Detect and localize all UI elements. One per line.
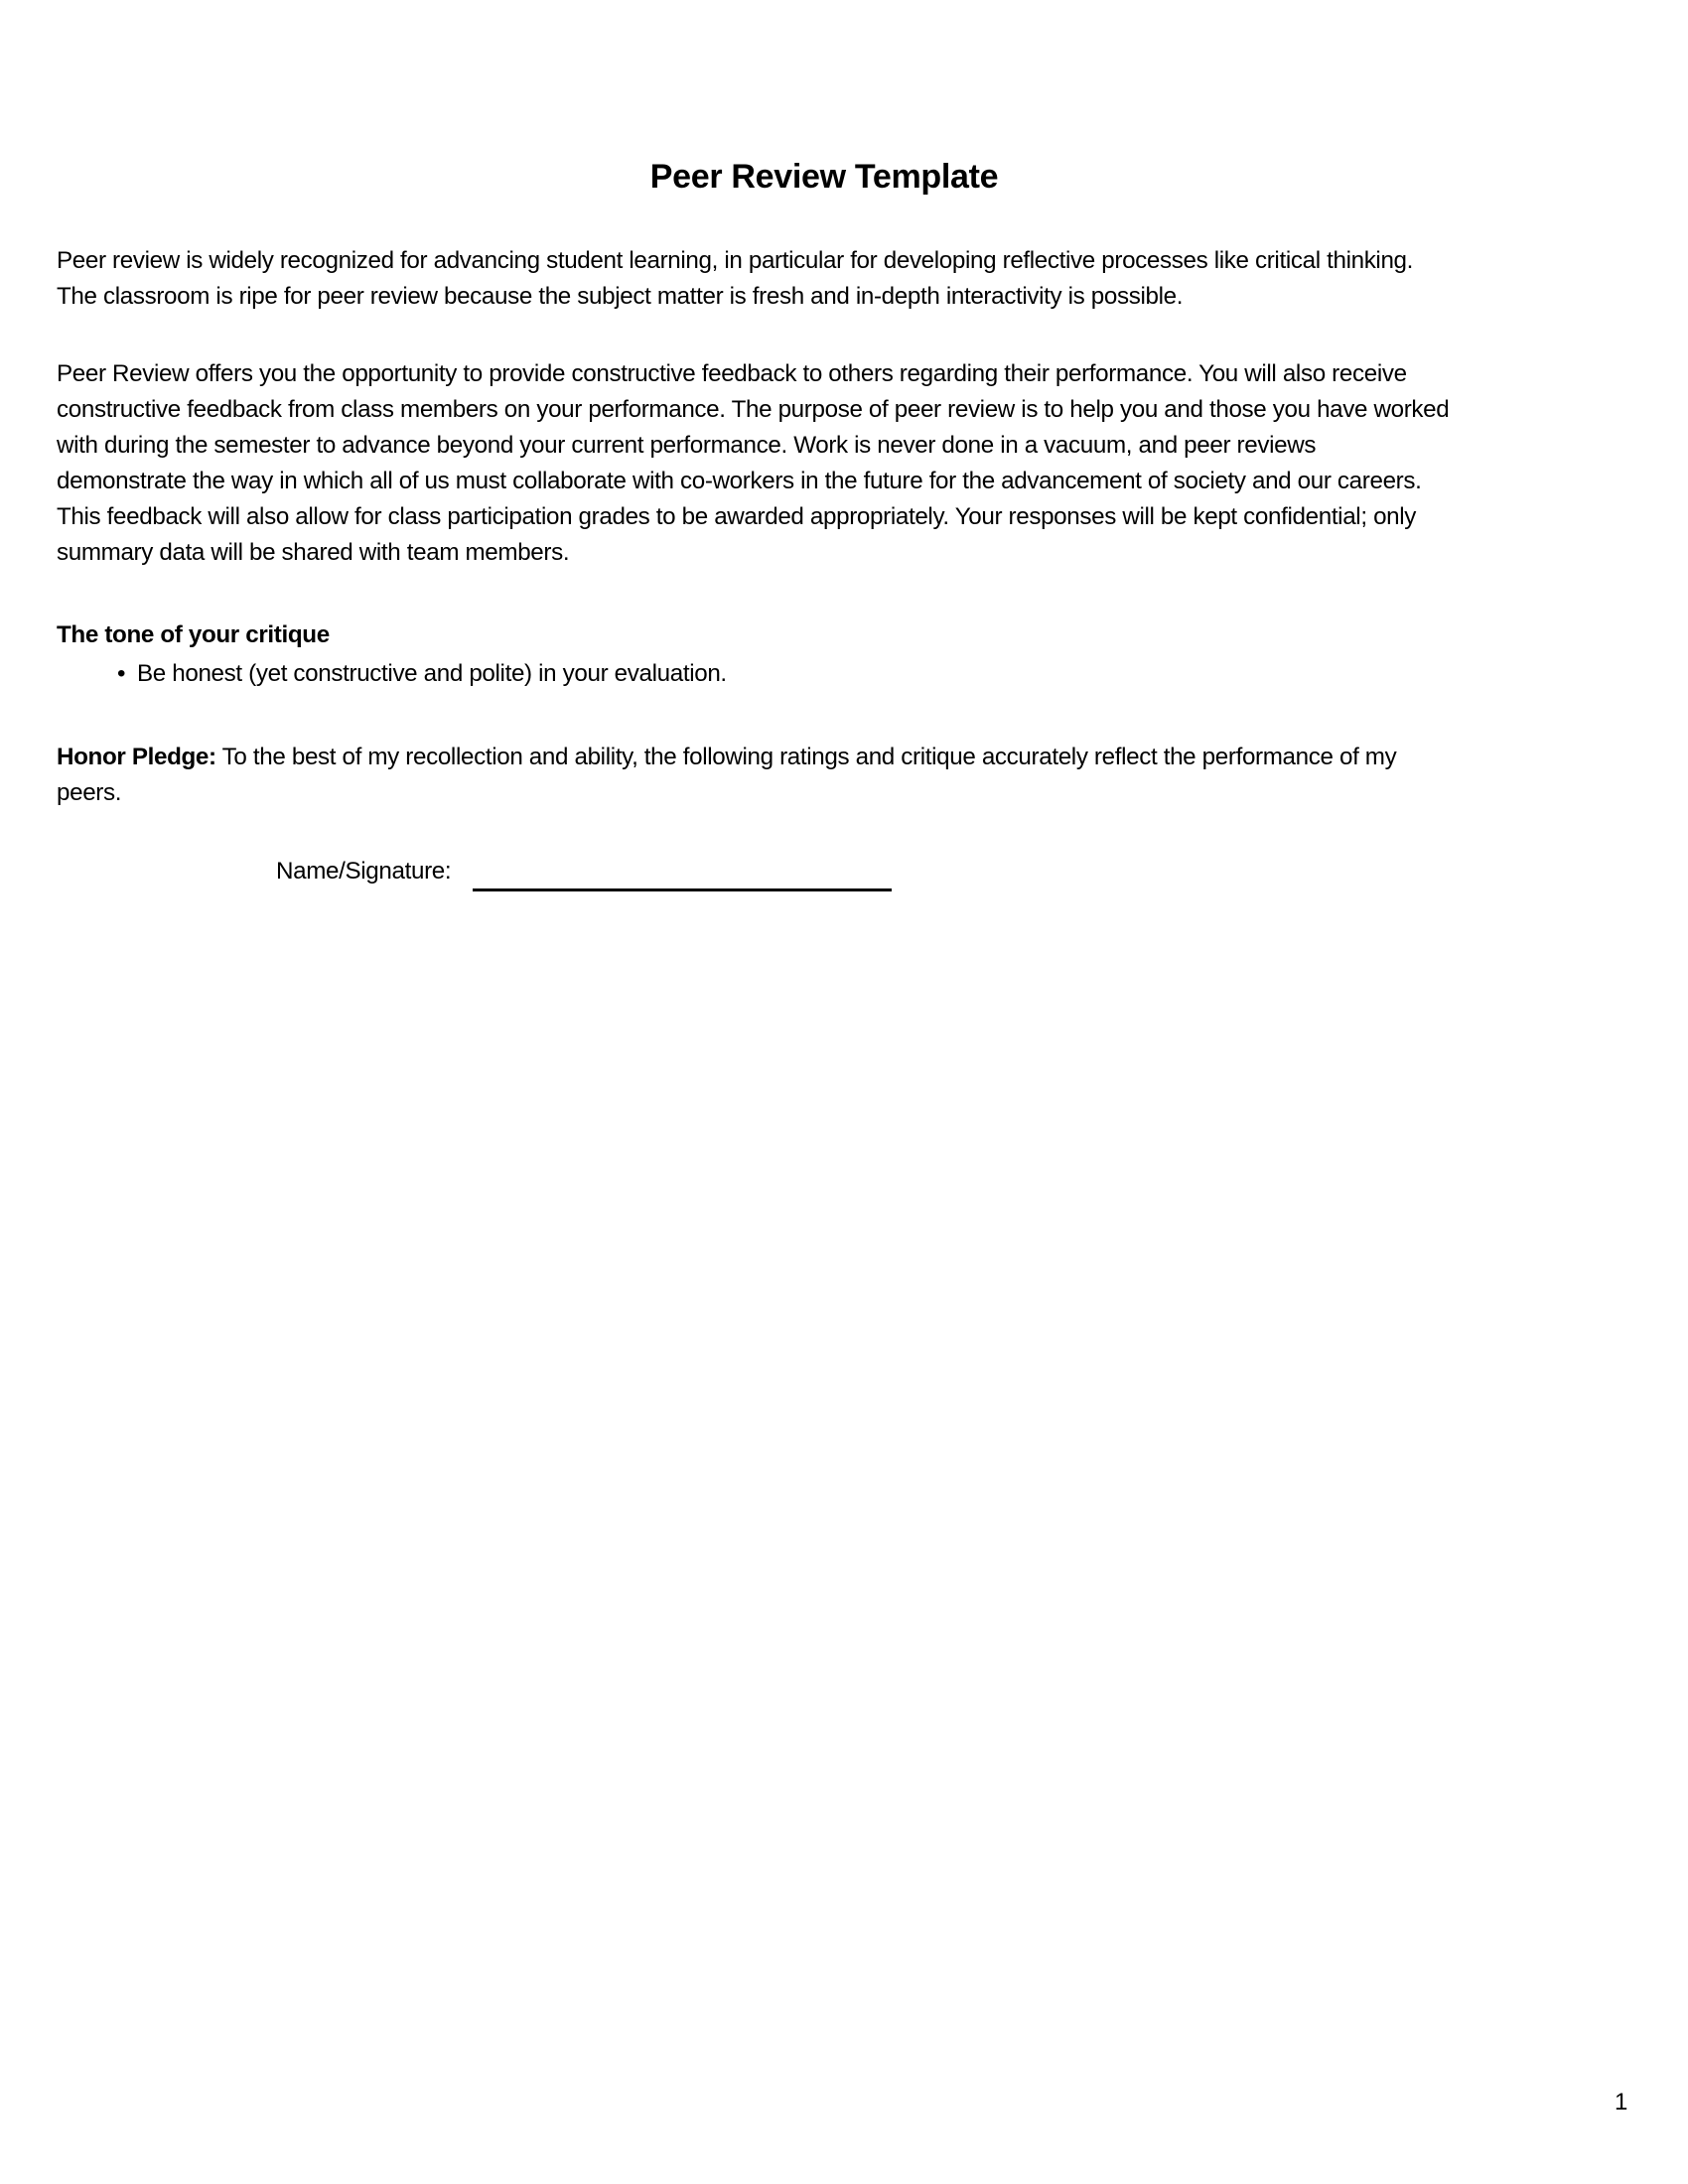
intro-line-2: The classroom is ripe for peer review because the subject matter is fresh and in-depth interactivity is possible. [57, 283, 1184, 310]
purpose-line-2: constructive feedback from class members on your performance. The purpose of peer review is to help you and those you have worked [57, 396, 1450, 423]
purpose-line-5: This feedback will also allow for class participation grades to be awarded appropriately. Your responses will be kept confidential; only [57, 503, 1417, 530]
tone-heading: The tone of your critique [57, 621, 330, 648]
bullet-list-item [117, 656, 727, 692]
purpose-line-4: demonstrate the way in which all of us must collaborate with co-workers in the future for the advancement of society and our careers. [57, 468, 1422, 494]
signature-field[interactable] [473, 888, 892, 891]
signature-label: Name/Signature: [276, 858, 452, 885]
purpose-line-6: summary data will be shared with team members. [57, 539, 570, 566]
purpose-line-3: with during the semester to advance beyond your current performance. Work is never done in a vacuum, and peer reviews [57, 432, 1317, 459]
honor-pledge-line-2: peers. [57, 779, 122, 806]
page-number: 1 [1615, 2089, 1628, 2116]
honor-pledge-line-1 [57, 740, 1396, 775]
page-title: Peer Review Template [649, 158, 999, 196]
intro-line-1: Peer review is widely recognized for advancing student learning, in particular for developing reflective processes like critical thinking. [57, 247, 1414, 274]
honor-pledge-label: Honor Pledge: [57, 744, 216, 770]
bullet-icon: • [117, 660, 126, 687]
bullet-text: Be honest (yet constructive and polite) in your evaluation. [137, 660, 727, 687]
honor-pledge-text: To the best of my recollection and ability, the following ratings and critique accurately reflect the performance of my [215, 744, 1397, 770]
purpose-line-1: Peer Review offers you the opportunity to provide constructive feedback to others regarding their performance. You will also receive [57, 360, 1407, 387]
